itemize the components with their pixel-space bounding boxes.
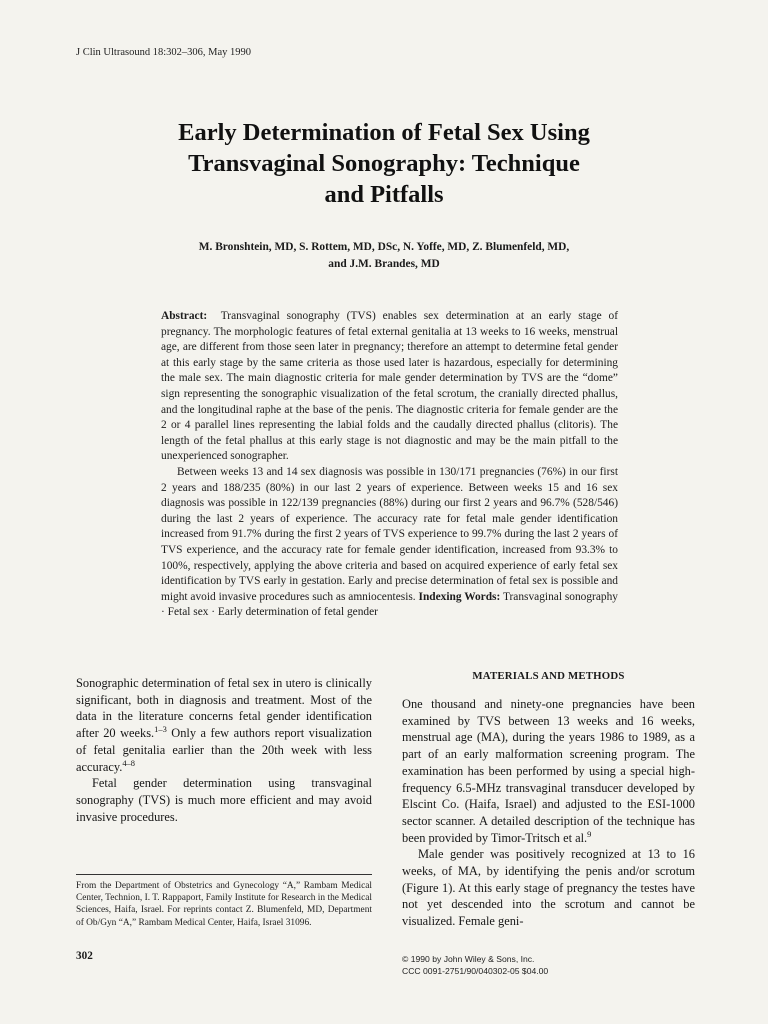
copyright-line: CCC 0091-2751/90/040302-05 $04.00	[402, 966, 549, 976]
affiliation-footnote: From the Department of Obstetrics and Gynecology “A,” Rambam Medical Center, Technion, I. T. Rappaport, Family Institute for Research in the Medical Sciences, Haifa, Israel. For reprints contact Z. Blumenfeld, MD, Department of Ob/Gyn “A,” Rambam Medical Center, Haifa, Israel 31096.	[76, 881, 372, 928]
body-text: One thousand and ninety-one pregnancies have been examined by TVS between 13 weeks and 16 weeks, menstrual age (MA), during the years 1986 to 1989, as a part of an early malformation screening program. The examination has been performed by using a special high-frequency 6.5-MHz transvaginal transducer developed by Elscint Co. (Haifa, Israel) and adjusted to the ESI-1000 sector scanner. A detailed description of the technique has been provided by Timor-Tritsch et al.	[402, 697, 695, 845]
author-line: and J.M. Brandes, MD	[328, 257, 440, 270]
journal-citation: J Clin Ultrasound 18:302–306, May 1990	[76, 47, 251, 58]
citation-reference: 4–8	[122, 757, 135, 768]
article-title	[60, 117, 708, 210]
abstract	[161, 309, 618, 621]
title-line: Transvaginal Sonography: Technique	[188, 150, 580, 177]
indexing-words-label: Indexing Words:	[418, 590, 501, 603]
abstract-paragraph	[161, 309, 618, 465]
body-text: Only a few authors report visualization of fetal genitalia earlier than the 20th week with less accuracy.	[76, 726, 372, 774]
copyright-notice	[402, 953, 702, 977]
body-paragraph: Fetal gender determination using transvaginal sonography (TVS) is much more efficient and may avoid invasive procedures.	[76, 776, 372, 824]
body-text: Sonographic determination of fetal sex in utero is clinically significant, both in diagnosis and treatment. Most of the data in the literature concerns fetal gender identification after 20 weeks.	[76, 676, 372, 741]
section-heading-materials-methods: MATERIALS AND METHODS	[472, 670, 625, 682]
abstract-text: Between weeks 13 and 14 sex diagnosis was possible in 130/171 pregnancies (76%) in our first 2 years and 188/235 (80%) in our last 2 years of experience. Between weeks 15 and 16 sex diagnosis was possible in 122/139 pregnancies (88%) during our first 2 years and 96.7% (528/546) during the last 2 years of experience. The accuracy rate for fetal male gender identification increased from 91.7% during the first 2 years of TVS experience to 99.7% during the last 2 years of TVS experience, and the accuracy rate for female gender identification, increased from 93.3% to 100%, respectively, applying the above criteria and based on acquired experience of early fetal sex identification by TVS early in gestation. Early and precise determination of fetal sex is possible and might avoid invasive procedures such as amniocentesis.	[161, 465, 618, 603]
copyright-line: © 1990 by John Wiley & Sons, Inc.	[402, 954, 535, 964]
title-line: and Pitfalls	[324, 181, 444, 208]
citation-reference: 1–3	[154, 723, 167, 734]
abstract-text: Transvaginal sonography (TVS) enables sex determination at an early stage of pregnancy. The morphologic features of fetal external genitalia at 13 weeks to 16 weeks, menstrual age, are different from those seen later in pregnancy; therefore an attempt to determine fetal gender at this early stage by the same criteria as those used later is hazardous, especially for determining the male sex. The main diagnostic criteria for male gender determination by TVS are the “dome” sign representing the sonographic visualization of the fetal scrotum, the cranially directed phallus, and the longitudinal raphe at the base of the penis. The diagnostic criteria for female gender are the 2 or 4 parallel lines representing the labial folds and the caudally directed phallus (clitoris). The length of the fetal phallus at this early stage is not diagnostic and may be the main pitfall to the unexperienced sonographer.	[161, 310, 618, 463]
author-line: M. Bronshtein, MD, S. Rottem, MD, DSc, N. Yoffe, MD, Z. Blumenfeld, MD,	[198, 241, 570, 253]
author-list	[90, 239, 678, 272]
abstract-label: Abstract:	[161, 310, 208, 322]
title-line: Early Determination of Fetal Sex Using	[178, 119, 590, 146]
citation-reference: 9	[587, 828, 592, 839]
indexing-words-terms: Transvaginal sonography · Fetal sex · Early determination of fetal gender	[161, 590, 618, 619]
body-paragraph: Male gender was positively recognized at 13 to 16 weeks, of MA, by identifying the penis and/or scrotum (Figure 1). At this early stage of pregnancy the testes have not yet descended into the scrotum and cannot be visualized. Female geni-	[402, 847, 695, 929]
footnote-divider	[76, 874, 372, 875]
body-paragraph	[402, 696, 695, 846]
body-paragraph	[76, 675, 372, 775]
page-number: 302	[76, 950, 93, 962]
left-column	[76, 675, 372, 825]
right-column	[402, 696, 695, 930]
abstract-paragraph	[161, 465, 618, 621]
